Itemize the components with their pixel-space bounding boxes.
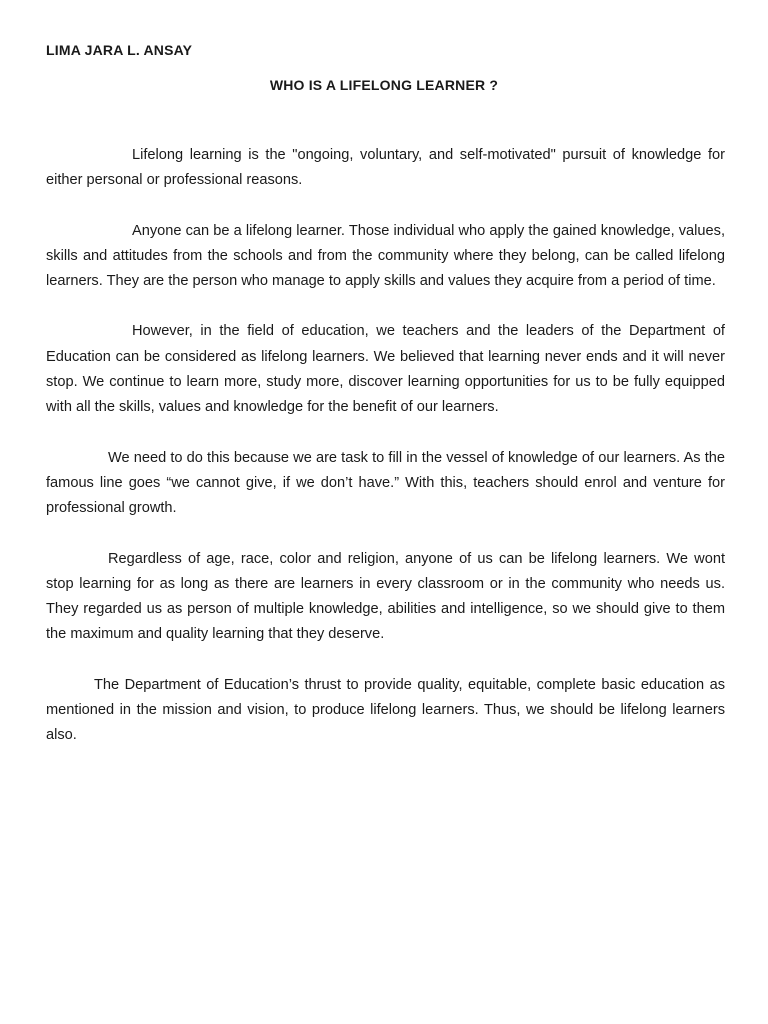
paragraph-deped-thrust: The Department of Education’s thrust to provide quality, equitable, complete basic education as mentioned in the mission and vision, to produce lifelong learners. Thus, we should be lifelong learners also. <box>46 676 725 744</box>
paragraph-education: However, in the field of education, we teachers and the leaders of the Department of Education can be considered as lifelong learners. We believed that learning never ends and it will never stop. We continue to learn more, study more, discover learning opportunities for us to be fully equipped with all the skills, values and knowledge for the benefit of our learners. <box>46 323 725 416</box>
author-name: LIMA JARA L. ANSAY <box>46 42 193 58</box>
paragraph-regardless: Regardless of age, race, color and religion, anyone of us can be lifelong learners. We wont stop learning for as long as there are learners in every classroom or in the community who needs us. They regarded us as person of multiple knowledge, abilities and intelligence, so we should give to them the maximum and quality learning that they deserve. <box>46 550 725 643</box>
paragraph-anyone: Anyone can be a lifelong learner. Those individual who apply the gained knowledge, values, skills and attitudes from the schools and from the community where they belong, can be called lifelong learners. They are the person who manage to apply skills and values they acquire from a period of time. <box>46 222 725 290</box>
document-title: WHO IS A LIFELONG LEARNER ? <box>269 77 499 93</box>
paragraph-professional-growth: We need to do this because we are task to fill in the vessel of knowledge of our learners. As the famous line goes “we cannot give, if we don’t have.” With this, teachers should enrol and venture for professional growth. <box>46 449 725 517</box>
document-body <box>46 143 725 774</box>
paragraph-definition: Lifelong learning is the "ongoing, voluntary, and self-motivated" pursuit of knowledge for either personal or professional reasons. <box>46 147 725 189</box>
